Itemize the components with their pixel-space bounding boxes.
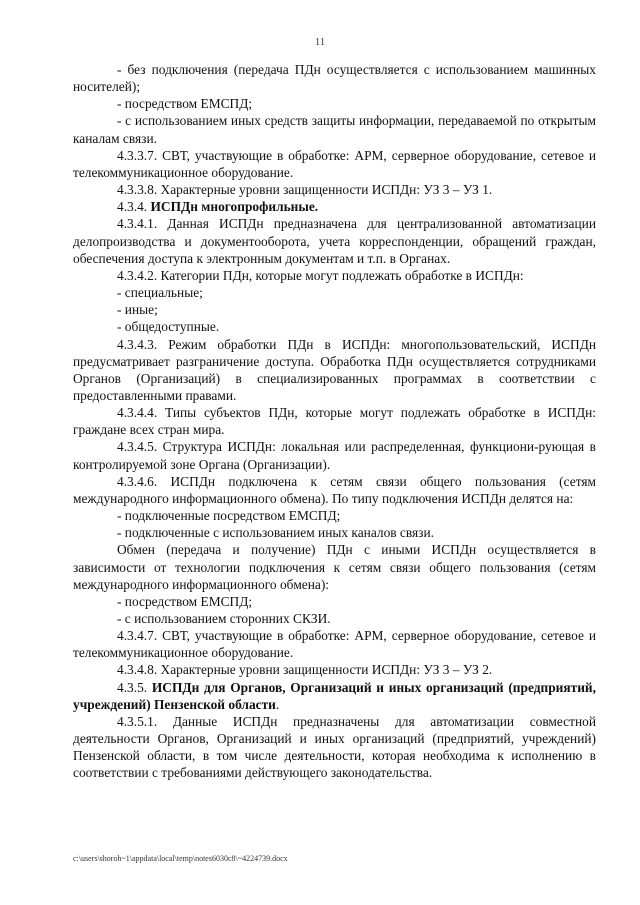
paragraph: - с использованием сторонних СКЗИ. xyxy=(117,611,331,626)
footer-file-path: c:\users\shoroh~1\appdata\local\temp\notes6030c8\~4224739.docx xyxy=(73,854,288,863)
paragraph: 4.3.4.3. Режим обработки ПДн в ИСПДн: многопользовательский, ИСПДн предусматривает разграничение доступа. Обработка ПДн осуществляется сотрудниками Органов (Организаций) в специализированных программах в соответствии с предоставленными правами. xyxy=(73,336,596,403)
page-number: 11 xyxy=(314,36,326,48)
section-number: 4.3.5. xyxy=(117,679,152,695)
paragraph: 4.3.5.1. Данные ИСПДн предназначены для автоматизации совместной деятельности Органов, Организаций и иных организаций (предприятий, учреждений) Пензенской области, в том числе деятельности, которая необходима к исполнению в соответствии с требованиями действующего законодательства. xyxy=(73,713,596,781)
section-title: ИСПДн многопрофильные. xyxy=(150,199,319,215)
paragraph: 4.3.4.2. Категории ПДн, которые могут подлежать обработке в ИСПДн: xyxy=(117,267,524,283)
paragraph: 4.3.4.4. Типы субъектов ПДн, которые могут подлежать обработке в ИСПДн: граждане всех стран мира. xyxy=(73,405,596,438)
paragraph: 4.3.4.5. Структура ИСПДн: локальная или распределенная, функциони-рующая в контролируемой зоне Органа (Организации). xyxy=(73,439,596,472)
paragraph: - специальные; xyxy=(117,285,203,301)
paragraph: - подключенные с использованием иных каналов связи. xyxy=(117,525,434,541)
paragraph: - общедоступные. xyxy=(117,319,220,335)
section-number: 4.3.4. xyxy=(117,199,151,215)
section-heading xyxy=(73,679,596,713)
paragraph: 4.3.4.6. ИСПДн подключена к сетям связи общего пользования (сетям международного информационного обмена). По типу подключения ИСПДн делятся на: xyxy=(73,473,596,506)
document-body xyxy=(73,61,596,782)
paragraph: - иные; xyxy=(117,302,158,318)
section-title: ИСПДн для Органов, Организаций и иных организаций (предприятий, учреждений) Пензенской области xyxy=(73,679,596,712)
paragraph: 4.3.4.1. Данная ИСПДн предназначена для централизованной автоматизации делопроизводства и документооборота, учета корреспонденции, обращений граждан, обеспечения доступа к электронным документам и т.п. в Органах. xyxy=(73,216,596,266)
paragraph: - с использованием иных средств защиты информации, передаваемой по открытым каналам связи. xyxy=(73,113,596,146)
paragraph: - без подключения (передача ПДн осуществляется с использованием машинных носителей); xyxy=(73,62,596,95)
paragraph: - подключенные посредством ЕМСПД; xyxy=(117,508,341,524)
section-title-tail: . xyxy=(275,696,280,712)
paragraph: Обмен (передача и получение) ПДн с иными ИСПДн осуществляется в зависимости от технологии подключения к сетям связи общего пользования (сетям международного информационного обмена): xyxy=(73,542,596,592)
paragraph: 4.3.4.7. СВТ, участвующие в обработке: АРМ, серверное оборудование, сетевое и телекоммуникационное оборудование. xyxy=(73,628,596,661)
section-heading xyxy=(73,198,596,215)
paragraph: 4.3.3.7. СВТ, участвующие в обработке: АРМ, серверное оборудование, сетевое и телекоммуникационное оборудование. xyxy=(73,147,596,180)
paragraph: - посредством ЕМСПД; xyxy=(117,96,253,112)
paragraph: 4.3.3.8. Характерные уровни защищенности ИСПДн: УЗ 3 – УЗ 1. xyxy=(117,182,493,198)
paragraph: 4.3.4.8. Характерные уровни защищенности ИСПДн: УЗ 3 – УЗ 2. xyxy=(117,662,493,678)
paragraph: - посредством ЕМСПД; xyxy=(117,593,253,609)
